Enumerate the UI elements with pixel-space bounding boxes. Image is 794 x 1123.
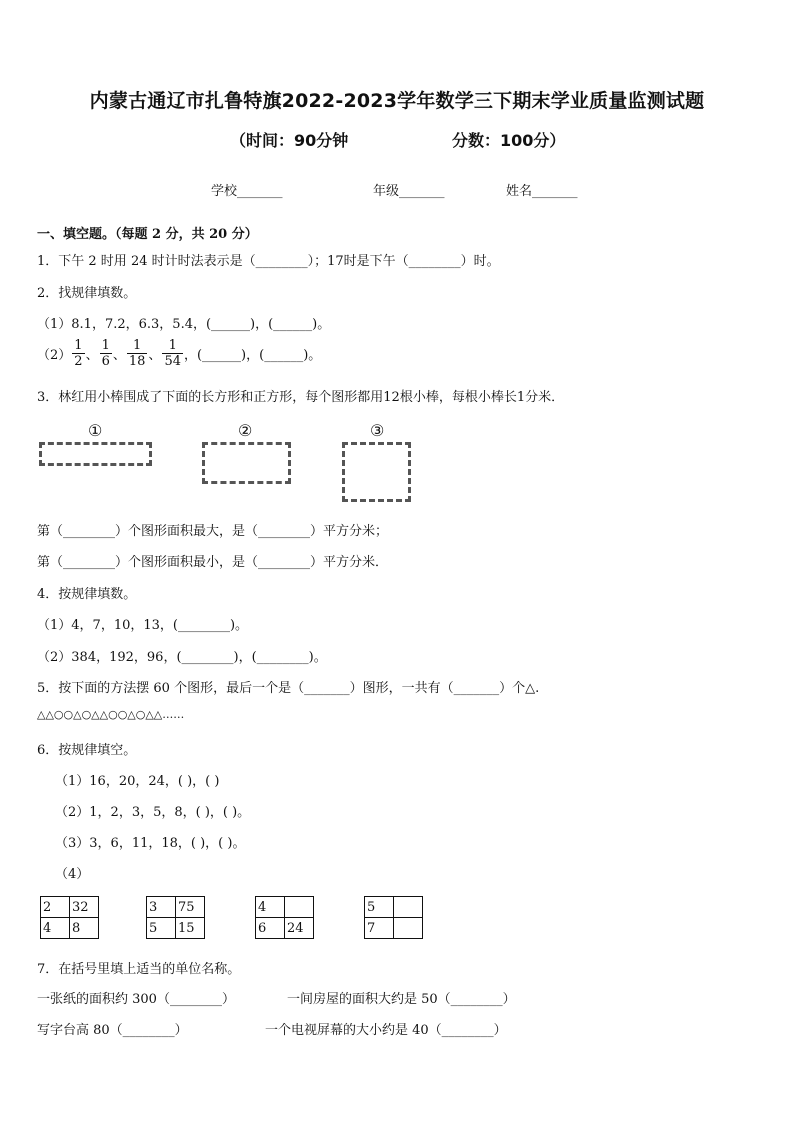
grid-cell: 7 [365, 918, 394, 939]
grid-cell: 8 [70, 918, 99, 939]
answer-blanks: ，(______)，(______)。 [183, 348, 322, 363]
grid-cell: 4 [256, 897, 285, 918]
figure-1-rectangle [39, 442, 152, 466]
grid-cell [394, 897, 423, 918]
separator: 、 [85, 348, 99, 363]
grid-cell: 6 [256, 918, 285, 939]
grid-cell: 75 [176, 897, 205, 918]
question-7-c: 写字台高 80（________） [37, 1023, 188, 1038]
grid-cell: 3 [147, 897, 176, 918]
figure-label-1: ① [88, 421, 103, 440]
grid-cell: 4 [41, 918, 70, 939]
figure-label-2: ② [238, 421, 253, 440]
figure-3-square [342, 442, 411, 502]
grid-cell: 2 [41, 897, 70, 918]
school-field: 学校_______ [211, 184, 283, 199]
question-3-line-2: 第（________）个图形面积最小，是（________）平方分米． [37, 555, 389, 570]
grid-cell [285, 897, 314, 918]
question-5-stem: 5．按下面的方法摆 60 个图形，最后一个是（_______）图形，一共有（_______）个△. [37, 681, 540, 696]
exam-time: （时间：90分钟 [230, 131, 349, 150]
grid-cell: 32 [70, 897, 99, 918]
question-4-stem: 4．按规律填数。 [37, 587, 137, 602]
separator: 、 [112, 348, 126, 363]
question-2-part-1: （1）8.1，7.2，6.3，5.4，(______)，(______)。 [37, 317, 331, 332]
exam-title: 内蒙古通辽市扎鲁特旗2022-2023学年数学三下期末学业质量监测试题 [89, 90, 705, 112]
number-grid-3 [255, 896, 314, 939]
question-6-stem: 6．按规律填空。 [37, 743, 137, 758]
figure-label-3: ③ [370, 421, 385, 440]
number-grid-1 [40, 896, 99, 939]
question-7-stem: 7．在括号里填上适当的单位名称。 [37, 962, 241, 977]
grid-cell [394, 918, 423, 939]
question-7-b: 一间房屋的面积大约是 50（________） [287, 992, 516, 1007]
name-field: 姓名_______ [506, 184, 578, 199]
shape-pattern: △△○○△○△△○○△○△△…… [37, 708, 185, 721]
question-1: 1．下午 2 时用 24 时计时法表示是（________）；17时是下午（________）时。 [37, 254, 500, 269]
question-2-stem: 2．找规律填数。 [37, 286, 137, 301]
question-2-part-2 [37, 338, 321, 369]
question-7-d: 一个电视屏幕的大小约是 40（________） [265, 1023, 507, 1038]
number-grid-2 [146, 896, 205, 939]
section-heading: 一、填空题。（每题 2 分，共 20 分） [37, 227, 258, 242]
question-6-part-2: （2）1，2，3，5，8，( )，( )。 [55, 805, 251, 820]
fraction: $\frac{1}{54}$ [164, 338, 181, 369]
question-3-line-1: 第（________）个图形面积最大，是（________）平方分米； [37, 524, 389, 539]
number-grid-4 [364, 896, 423, 939]
fraction: $\frac{1}{2}$ [74, 338, 83, 369]
question-4-part-1: （1）4，7，10，13，(________)。 [37, 618, 249, 633]
grid-cell: 24 [285, 918, 314, 939]
question-6-part-3: （3）3，6，11，18，( )，( )。 [55, 836, 246, 851]
question-6-part-4: （4） [55, 867, 90, 882]
separator: 、 [148, 348, 162, 363]
fraction: $\frac{1}{18}$ [128, 338, 146, 369]
fraction: $\frac{1}{6}$ [101, 338, 110, 369]
question-7-a: 一张纸的面积约 300（________） [37, 992, 235, 1007]
question-3-stem: 3．林红用小棒围成了下面的长方形和正方形，每个图形都用12根小棒，每根小棒长1分米． [37, 390, 565, 405]
figure-2-rectangle [202, 442, 291, 484]
grid-cell: 5 [365, 897, 394, 918]
exam-score: 分数：100分） [452, 131, 566, 150]
grade-field: 年级_______ [373, 184, 445, 199]
grid-cell: 5 [147, 918, 176, 939]
grid-cell: 15 [176, 918, 205, 939]
part-label: （2） [37, 348, 72, 363]
question-6-part-1: （1）16，20，24，( )，( ) [55, 774, 220, 789]
question-4-part-2: （2）384，192，96，(________)，(________)。 [37, 650, 327, 665]
